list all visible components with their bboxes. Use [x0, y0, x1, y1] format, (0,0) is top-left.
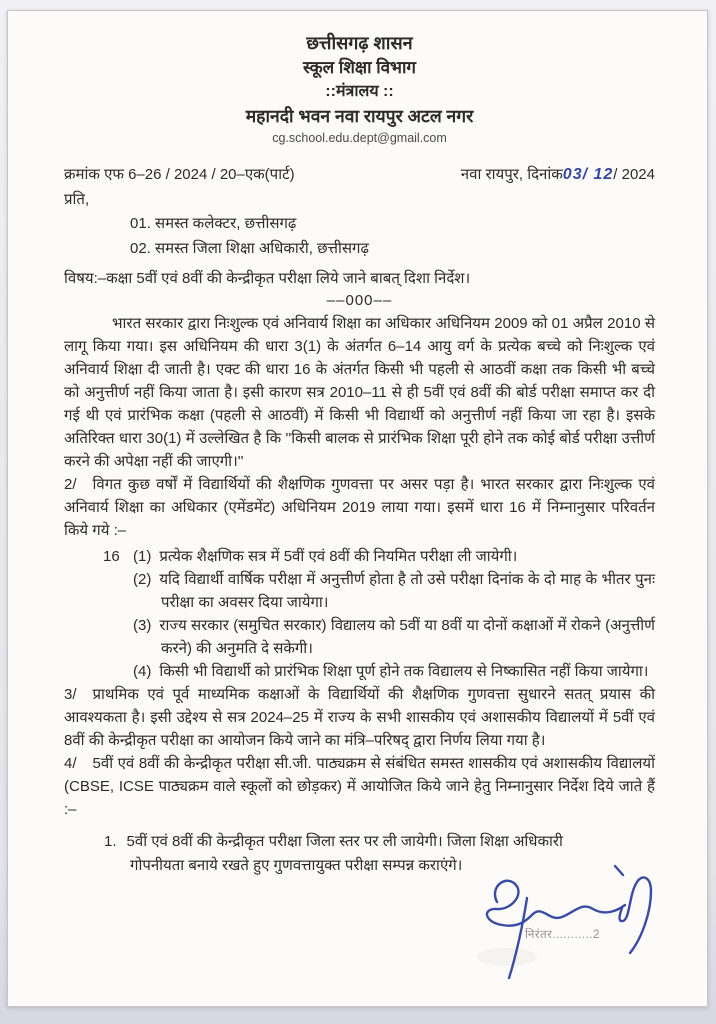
section-16-list	[64, 545, 655, 683]
paragraph-4	[64, 752, 655, 821]
ministry-line: ::मंत्रालय ::	[325, 83, 394, 100]
paper-smudge	[477, 948, 537, 966]
reference-number: क्रमांक एफ 6–26 / 2024 / 20–एक(पार्ट)	[64, 166, 295, 183]
signature-ink	[467, 858, 677, 988]
reference-row	[64, 163, 655, 186]
list-item-number: (4)	[133, 663, 152, 680]
list-item	[64, 660, 655, 683]
paragraph-1: भारत सरकार द्वारा निःशुल्क एवं अनिवार्य शिक्षा का अधिकार अधिनियम 2009 को 01 अप्रैल 2010 से लागू किया गया। इस अधिनियम की धारा 3(1) के अंतर्गत 6–14 आयु वर्ग के प्रत्येक बच्चे को निःशुल्क एवं अनिवार्य शिक्षा दी जाती है। एक्ट की धारा 16 के अंतर्गत किसी भी पहली से आठवीं कक्षा तक किसी भी बच्चे को अनुत्तीर्ण नहीं किया जाता है। इसी कारण सत्र 2010–11 से ही 5वीं एवं 8वीं की बोर्ड परीक्षा समाप्त कर दी गई थी एवं प्रारंभिक कक्षा (पहली से आठवीं) में किसी भी विद्यार्थी को अनुत्तीर्ण नहीं किया जा रहा है। इसके अतिरिक्त धारा 30(1) में उल्लेखित है कि ''किसी बालक से प्रारंभिक शिक्षा पूरी होने तक कोई बोर्ड परीक्षा उत्तीर्ण करने की अपेक्षा नहीं की जाएगी।''	[64, 315, 655, 470]
list-item-text: प्रत्येक शैक्षणिक सत्र में 5वीं एवं 8वीं की नियमित परीक्षा ली जायेगी।	[159, 548, 518, 565]
address-line: महानदी भवन नवा रायपुर अटल नगर	[245, 106, 474, 126]
paragraph-4-number: 4/	[64, 755, 77, 772]
paragraph-3-text: प्राथमिक एवं पूर्व माध्यमिक कक्षाओं के विद्यार्थियों की शैक्षणिक गुणवत्ता सुधारने सतत् प्रयास की आवश्यकता है। इसी उद्देश्य से सत्र 2024–25 में राज्य के सभी शासकीय एवं अशासकीय विद्यालयों में 5वीं एवं 8वीं की केन्द्रीकृत परीक्षा का आयोजन किये जाने का मंत्रि–परिषद् द्वारा निर्णय लिया गया है।	[64, 686, 655, 749]
paragraph-2-text: विगत कुछ वर्षों में विद्यार्थियों की शैक्षणिक गुणवत्ता पर असर पड़ा है। भारत सरकार द्वारा निःशुल्क एवं अनिवार्य शिक्षा का अधिकार (एमेंडमेंट) अधिनियम 2019 लाया गया। इसमें धारा 16 में निम्नानुसार परिवर्तन किये गये :–	[64, 476, 655, 539]
recipient-line: 02. समस्त जिला शिक्षा अधिकारी, छत्तीसगढ़	[130, 240, 369, 257]
document-page	[7, 10, 708, 1007]
signature-block	[467, 858, 677, 988]
list-item-text: किसी भी विद्यार्थी को प्रारंभिक शिक्षा पूर्ण होने तक विद्यालय से निष्कासित नहीं किया जायेगा।	[159, 663, 649, 680]
list-item-text: यदि विद्यार्थी वार्षिक परीक्षा में अनुत्तीर्ण होता है तो उसे परीक्षा दिनांक के दो माह के भीतर पुनः परीक्षा का अवसर दिया जायेगा।	[159, 571, 655, 611]
list-item-number: (2)	[133, 571, 152, 588]
directive-text: 5वीं एवं 8वीं की केन्द्रीकृत परीक्षा जिला स्तर पर ली जायेगी। जिला शिक्षा अधिकारी गोपनीयता बनाये रखते हुए गुणवत्तायुक्त परीक्षा सम्पन्न कराएंगे।	[126, 833, 563, 874]
list-item	[64, 568, 655, 614]
recipient-line: 01. समस्त कलेक्टर, छत्तीसगढ़	[130, 215, 297, 232]
to-label: प्रति,	[64, 191, 90, 208]
continuation-note: निरंतर...........2	[525, 929, 600, 941]
letterhead	[64, 31, 655, 147]
department-name: स्कूल शिक्षा विभाग	[303, 58, 416, 77]
email-address: cg.school.edu.dept@gmail.com	[272, 131, 447, 145]
handwritten-date: 03/ 12	[562, 166, 614, 183]
paragraph-2-number: 2/	[64, 476, 77, 493]
list-item	[64, 614, 655, 660]
directive-number: 1.	[104, 833, 117, 850]
paragraph-4-text: 5वीं एवं 8वीं की केन्द्रीकृत परीक्षा सी.जी. पाठ्यक्रम से संबंधित समस्त शासकीय एवं अशासकीय विद्यालयों (CBSE, ICSE पाठ्यक्रम वाले स्कूलों को छोड़कर) में आयोजित किये जाने हेतु निम्नानुसार निर्देश दिये जाते हैं :–	[64, 755, 655, 818]
paragraph-2	[64, 473, 655, 542]
section-16-marker: 16	[103, 548, 120, 565]
place-and-date	[461, 163, 655, 186]
list-item-number: (3)	[133, 617, 152, 634]
list-item-number: (1)	[133, 548, 152, 565]
paragraph-3	[64, 683, 655, 752]
place-date-label: नवा रायपुर, दिनांक	[460, 166, 563, 183]
printed-year: / 2024	[613, 166, 655, 183]
list-item	[64, 545, 655, 568]
govt-name: छत्तीसगढ़ शासन	[306, 33, 413, 53]
list-item-text: राज्य सरकार (समुचित सरकार) विद्यालय को 5वीं या 8वीं या दोनों कक्षाओं में रोकने (अनुत्तीर्ण करने) की अनुमति दे सकेगी।	[159, 617, 655, 657]
paragraph-3-number: 3/	[64, 686, 77, 703]
subject-line: विषय:–कक्षा 5वीं एवं 8वीं की केन्द्रीकृत परीक्षा लिये जाने बाबत् दिशा निर्देश।	[64, 270, 471, 287]
separator: ––000––	[326, 292, 393, 309]
